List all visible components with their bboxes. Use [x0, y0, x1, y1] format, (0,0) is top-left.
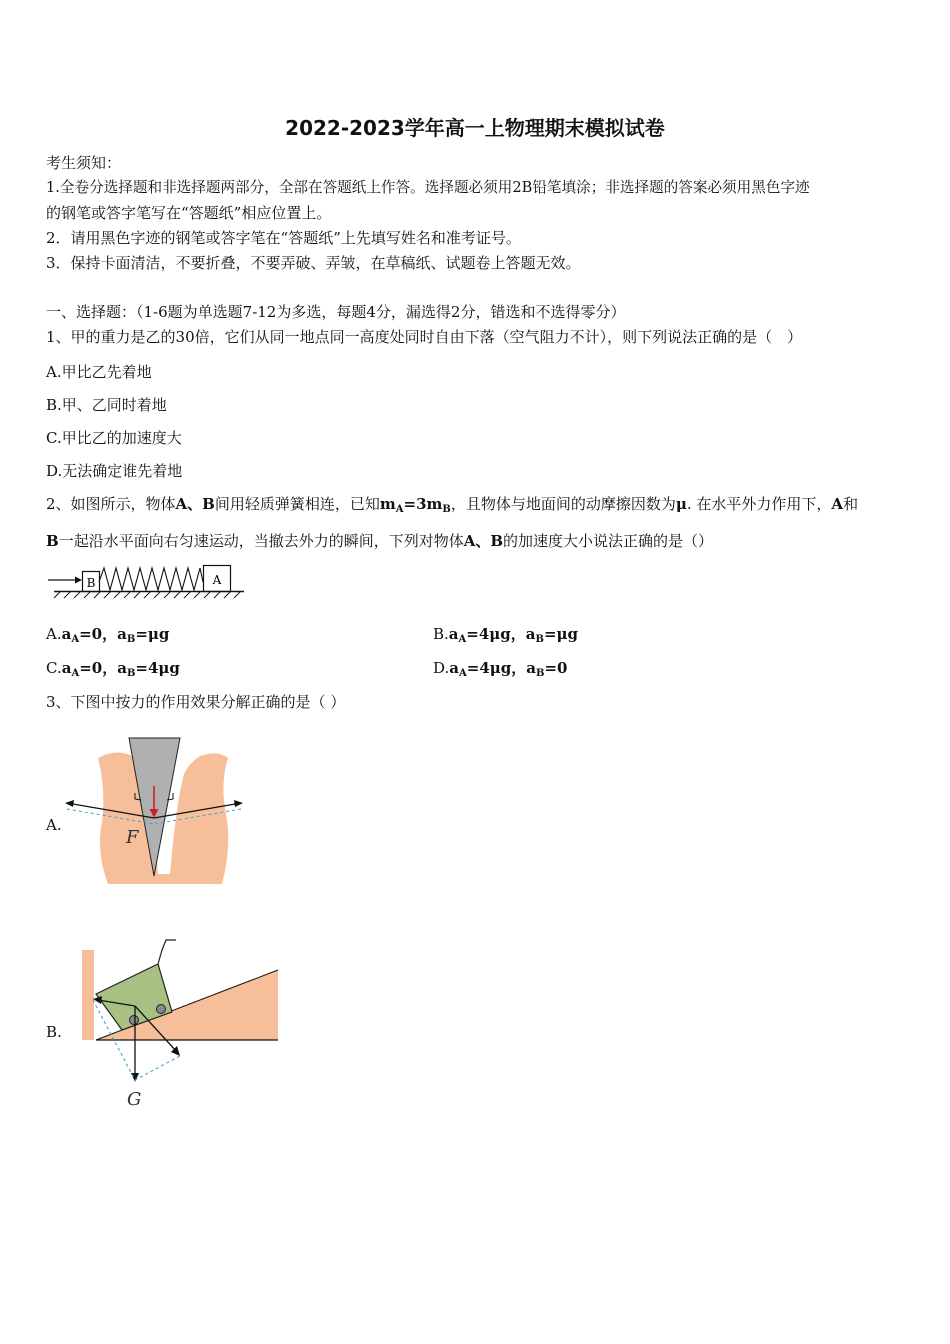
question-3-stem: 3、下图中按力的作用效果分解正确的是（ ） — [46, 693, 346, 711]
component-left-head — [65, 800, 74, 807]
notice-heading: 考生须知： — [46, 154, 122, 172]
option-formula: $a_A=4\mu g$，$a_B=\mu g$ — [448, 625, 579, 645]
question-3-option-b-letter: B. — [46, 1023, 62, 1041]
q2-bold-ab: A、B — [175, 495, 215, 513]
q2-text: ，且物体与地面间的动摩擦因数为 — [450, 495, 676, 513]
question-2-option-b — [433, 624, 578, 650]
option-letter: A. — [46, 625, 62, 643]
q2-text: 和 — [843, 495, 859, 513]
question-1-option-b: B.甲、乙同时着地 — [46, 396, 167, 414]
force-f-label: F — [126, 827, 139, 848]
q2-mass-a — [380, 495, 451, 513]
question-2-stem-line-2 — [46, 531, 713, 551]
notice-item-1-line-2: 的钢笔或答字笔写在“答题纸”相应位置上。 — [46, 204, 332, 222]
question-3-option-a-letter: A. — [46, 816, 62, 834]
q2-mu: μ — [675, 495, 687, 513]
q2-m: m — [379, 495, 396, 513]
component-wall-head — [93, 996, 102, 1004]
page-title: 2022-2023学年高一上物理期末模拟试卷 — [285, 116, 665, 140]
q2-text: 的加速度大小说法正确的是（） — [503, 532, 714, 550]
notice-item-3: 3．保持卡面清洁，不要折叠，不要弄破、弄皱，在草稿纸、试题卷上答题无效。 — [46, 254, 581, 272]
q2-text: 间用轻质弹簧相连，已知 — [214, 495, 380, 513]
q2-eq: =3m — [403, 495, 443, 513]
question-1-option-a: A.甲比乙先着地 — [46, 363, 152, 381]
cart-incline-figure — [60, 934, 285, 1114]
option-formula: $a_A=0$，$a_B=\mu g$ — [61, 625, 170, 645]
wedge-figure — [60, 734, 250, 886]
q2-bold-ab: A、B — [463, 532, 504, 550]
q2-text: 一起沿水平面向右匀速运动，当撤去外力的瞬间，下列对物体 — [58, 532, 464, 550]
q2-sub: B — [442, 504, 451, 515]
q2-text: 2、如图所示，物体 — [46, 495, 176, 513]
option-letter: C. — [46, 659, 62, 677]
q2-bold-b: B — [46, 532, 59, 550]
wall — [82, 950, 94, 1040]
question-1-option-c: C.甲比乙的加速度大 — [46, 429, 182, 447]
spring-blocks-figure — [44, 560, 250, 604]
q2-sub: A — [395, 504, 404, 515]
force-g-label: G — [127, 1089, 142, 1110]
q2-text: . 在水平外力作用下， — [686, 495, 832, 513]
section-heading: 一、选择题：（1-6题为单选题7-12为多选，每题4分，漏选得2分，错选和不选得零分） — [46, 303, 626, 321]
ground-hatching — [54, 592, 240, 598]
question-1-option-d: D.无法确定谁先着地 — [46, 462, 183, 480]
notice-item-2: 2．请用黑色字迹的钢笔或答字笔在“答题纸”上先填写姓名和准考证号。 — [46, 229, 521, 247]
cart-handle — [158, 940, 176, 964]
wheel-rear — [130, 1016, 139, 1025]
push-arrow-head — [75, 577, 82, 584]
spring — [99, 568, 203, 590]
question-2-option-a — [46, 624, 169, 650]
notice-item-1-line-1: 1.全卷分选择题和非选择题两部分，全部在答题纸上作答。选择题必须用2B铅笔填涂；非选择题的答案必须用黑色字迹 — [46, 179, 810, 196]
question-2-stem-line-1 — [46, 494, 858, 520]
block-b-label: B — [86, 576, 96, 590]
question-2-option-d — [433, 658, 567, 684]
option-formula: $a_A=0$，$a_B=4\mu g$ — [61, 659, 180, 679]
option-formula: $a_A=4\mu g$，$a_B=0$ — [449, 659, 568, 679]
component-right-head — [234, 800, 243, 807]
block-a-label: A — [212, 573, 222, 587]
question-2-option-c — [46, 658, 180, 684]
q2-bold-a: A — [831, 495, 844, 513]
option-letter: B. — [433, 625, 449, 643]
question-1-stem: 1、甲的重力是乙的30倍，它们从同一地点同一高度处同时自由下落（空气阻力不计），则下列说法正确的是（ ） — [46, 328, 803, 346]
wheel-front — [157, 1005, 166, 1014]
option-letter: D. — [433, 659, 450, 677]
